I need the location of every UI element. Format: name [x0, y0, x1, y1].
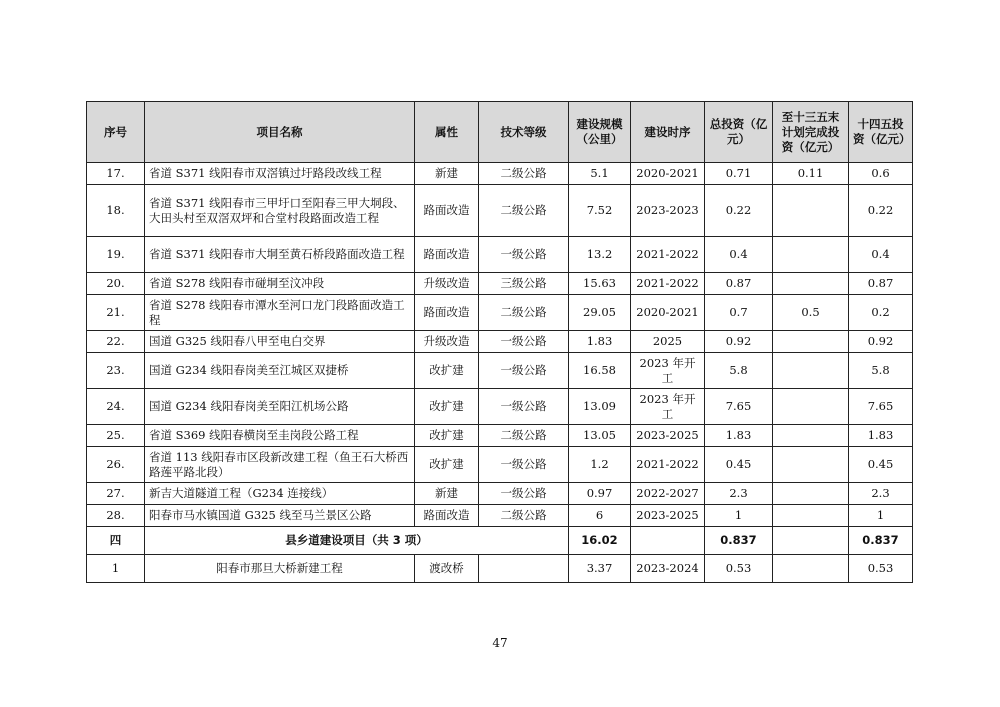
project-table — [86, 101, 913, 583]
cell-grade: 一级公路 — [479, 331, 569, 353]
cell-seq: 20. — [87, 273, 145, 295]
cell-grade: 二级公路 — [479, 163, 569, 185]
cell-scale: 1.2 — [569, 447, 631, 483]
cell-grade: 二级公路 — [479, 295, 569, 331]
section-title: 县乡道建设项目（共 3 项） — [145, 527, 569, 555]
section-done — [773, 527, 849, 555]
section-period — [631, 527, 705, 555]
cell-period: 2021-2022 — [631, 447, 705, 483]
cell-seq: 21. — [87, 295, 145, 331]
cell-name: 新吉大道隧道工程（G234 连接线） — [145, 483, 415, 505]
table-row — [87, 389, 913, 425]
cell-name: 省道 S371 线阳春市双滘镇过圩路段改线工程 — [145, 163, 415, 185]
cell-period: 2020-2021 — [631, 295, 705, 331]
cell-total: 0.22 — [705, 185, 773, 237]
cell-period: 2023 年开工 — [631, 389, 705, 425]
cell-seq: 28. — [87, 505, 145, 527]
cell-seq: 23. — [87, 353, 145, 389]
cell-total: 1.83 — [705, 425, 773, 447]
cell-total: 0.71 — [705, 163, 773, 185]
cell-plan: 0.4 — [849, 237, 913, 273]
cell-grade — [479, 555, 569, 583]
cell-attr: 新建 — [415, 483, 479, 505]
cell-done: 0.11 — [773, 163, 849, 185]
cell-attr: 升级改造 — [415, 331, 479, 353]
cell-grade: 二级公路 — [479, 505, 569, 527]
table-row — [87, 185, 913, 237]
header-total: 总投资（亿元） — [705, 102, 773, 163]
cell-period: 2023-2025 — [631, 425, 705, 447]
cell-attr: 路面改造 — [415, 505, 479, 527]
cell-grade: 一级公路 — [479, 353, 569, 389]
cell-done — [773, 483, 849, 505]
cell-scale: 29.05 — [569, 295, 631, 331]
cell-name: 省道 113 线阳春市区段新改建工程（鱼王石大桥西路莲平路北段） — [145, 447, 415, 483]
cell-plan: 0.45 — [849, 447, 913, 483]
cell-grade: 一级公路 — [479, 447, 569, 483]
table-row — [87, 331, 913, 353]
cell-grade: 一级公路 — [479, 237, 569, 273]
cell-plan: 0.92 — [849, 331, 913, 353]
cell-attr: 改扩建 — [415, 353, 479, 389]
table-row — [87, 353, 913, 389]
section-row — [87, 527, 913, 555]
cell-plan: 5.8 — [849, 353, 913, 389]
table-row — [87, 273, 913, 295]
cell-seq: 27. — [87, 483, 145, 505]
cell-total: 0.4 — [705, 237, 773, 273]
cell-total: 2.3 — [705, 483, 773, 505]
cell-seq: 17. — [87, 163, 145, 185]
cell-done — [773, 505, 849, 527]
cell-attr: 路面改造 — [415, 237, 479, 273]
cell-plan: 0.87 — [849, 273, 913, 295]
cell-total: 0.92 — [705, 331, 773, 353]
table-row — [87, 555, 913, 583]
cell-attr: 升级改造 — [415, 273, 479, 295]
table-row — [87, 505, 913, 527]
table-row — [87, 483, 913, 505]
cell-scale: 15.63 — [569, 273, 631, 295]
section-scale: 16.02 — [569, 527, 631, 555]
table-row — [87, 237, 913, 273]
cell-plan: 1 — [849, 505, 913, 527]
cell-name: 省道 S371 线阳春市三甲圩口至阳春三甲大垌段、大田头村至双滘双坪和合堂村段路面改造工程 — [145, 185, 415, 237]
cell-total: 7.65 — [705, 389, 773, 425]
cell-scale: 13.09 — [569, 389, 631, 425]
table-row — [87, 295, 913, 331]
cell-grade: 一级公路 — [479, 389, 569, 425]
cell-grade: 二级公路 — [479, 425, 569, 447]
cell-period: 2023 年开工 — [631, 353, 705, 389]
cell-attr: 改扩建 — [415, 389, 479, 425]
cell-name: 省道 S371 线阳春市大垌至黄石桥段路面改造工程 — [145, 237, 415, 273]
cell-plan: 2.3 — [849, 483, 913, 505]
cell-done — [773, 237, 849, 273]
cell-scale: 6 — [569, 505, 631, 527]
cell-plan: 0.6 — [849, 163, 913, 185]
cell-seq: 24. — [87, 389, 145, 425]
page-number: 47 — [492, 636, 508, 650]
cell-scale: 13.2 — [569, 237, 631, 273]
cell-period: 2025 — [631, 331, 705, 353]
header-row — [87, 102, 913, 163]
cell-plan: 7.65 — [849, 389, 913, 425]
cell-period: 2023-2024 — [631, 555, 705, 583]
cell-attr: 渡改桥 — [415, 555, 479, 583]
cell-period: 2022-2027 — [631, 483, 705, 505]
header-done: 至十三五末计划完成投资（亿元） — [773, 102, 849, 163]
cell-plan: 0.22 — [849, 185, 913, 237]
section-plan: 0.837 — [849, 527, 913, 555]
cell-seq: 26. — [87, 447, 145, 483]
cell-period: 2020-2021 — [631, 163, 705, 185]
cell-total: 5.8 — [705, 353, 773, 389]
cell-grade: 三级公路 — [479, 273, 569, 295]
cell-scale: 1.83 — [569, 331, 631, 353]
cell-period: 2021-2022 — [631, 237, 705, 273]
cell-name: 阳春市那旦大桥新建工程 — [145, 555, 415, 583]
cell-done — [773, 447, 849, 483]
table-row — [87, 447, 913, 483]
header-grade: 技术等级 — [479, 102, 569, 163]
cell-name: 国道 G234 线阳春岗美至阳江机场公路 — [145, 389, 415, 425]
cell-scale: 5.1 — [569, 163, 631, 185]
header-attr: 属性 — [415, 102, 479, 163]
cell-done — [773, 425, 849, 447]
cell-plan: 0.2 — [849, 295, 913, 331]
cell-name: 省道 S369 线阳春横岗至圭岗段公路工程 — [145, 425, 415, 447]
cell-attr: 路面改造 — [415, 185, 479, 237]
cell-done — [773, 555, 849, 583]
cell-plan: 1.83 — [849, 425, 913, 447]
cell-name: 国道 G325 线阳春八甲至电白交界 — [145, 331, 415, 353]
table-row — [87, 425, 913, 447]
cell-done — [773, 389, 849, 425]
cell-done — [773, 331, 849, 353]
cell-scale: 3.37 — [569, 555, 631, 583]
cell-total: 0.7 — [705, 295, 773, 331]
cell-done: 0.5 — [773, 295, 849, 331]
cell-period: 2023-2025 — [631, 505, 705, 527]
cell-seq: 18. — [87, 185, 145, 237]
cell-scale: 7.52 — [569, 185, 631, 237]
cell-attr: 改扩建 — [415, 447, 479, 483]
cell-seq: 25. — [87, 425, 145, 447]
cell-total: 1 — [705, 505, 773, 527]
section-seq: 四 — [87, 527, 145, 555]
cell-seq: 22. — [87, 331, 145, 353]
cell-total: 0.45 — [705, 447, 773, 483]
cell-scale: 16.58 — [569, 353, 631, 389]
header-name: 项目名称 — [145, 102, 415, 163]
header-seq: 序号 — [87, 102, 145, 163]
table-row — [87, 163, 913, 185]
cell-name: 国道 G234 线阳春岗美至江城区双捷桥 — [145, 353, 415, 389]
cell-name: 省道 S278 线阳春市碰垌至汶冲段 — [145, 273, 415, 295]
cell-attr: 路面改造 — [415, 295, 479, 331]
cell-attr: 新建 — [415, 163, 479, 185]
section-total: 0.837 — [705, 527, 773, 555]
cell-seq: 1 — [87, 555, 145, 583]
cell-total: 0.53 — [705, 555, 773, 583]
cell-plan: 0.53 — [849, 555, 913, 583]
cell-done — [773, 353, 849, 389]
cell-total: 0.87 — [705, 273, 773, 295]
cell-scale: 13.05 — [569, 425, 631, 447]
cell-done — [773, 273, 849, 295]
cell-grade: 二级公路 — [479, 185, 569, 237]
cell-scale: 0.97 — [569, 483, 631, 505]
cell-grade: 一级公路 — [479, 483, 569, 505]
cell-period: 2023-2023 — [631, 185, 705, 237]
cell-done — [773, 185, 849, 237]
table-body — [87, 163, 913, 583]
cell-name: 省道 S278 线阳春市潭水至河口龙门段路面改造工程 — [145, 295, 415, 331]
header-scale: 建设规模（公里） — [569, 102, 631, 163]
cell-attr: 改扩建 — [415, 425, 479, 447]
cell-seq: 19. — [87, 237, 145, 273]
cell-name: 阳春市马水镇国道 G325 线至马兰景区公路 — [145, 505, 415, 527]
header-period: 建设时序 — [631, 102, 705, 163]
header-plan: 十四五投资（亿元） — [849, 102, 913, 163]
cell-period: 2021-2022 — [631, 273, 705, 295]
